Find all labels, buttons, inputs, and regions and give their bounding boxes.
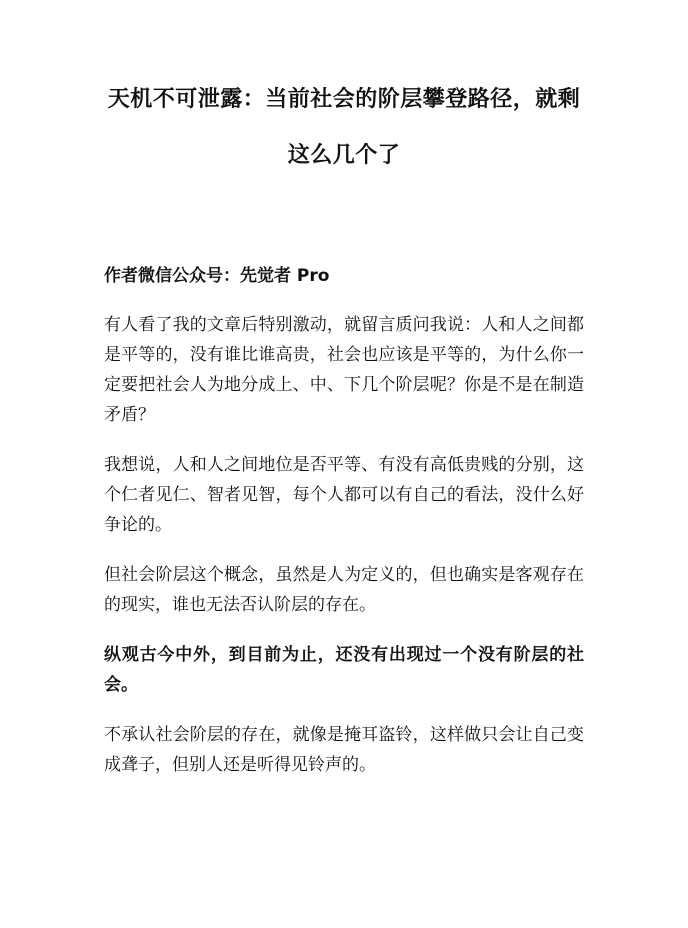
paragraph-2: 我想说，人和人之间地位是否平等、有没有高低贵贱的分别，这个仁者见仁、智者见智，每个人都可以有自己的看法，没什么好争论的。: [104, 455, 584, 535]
paragraph-5: 不承认社会阶层的存在，就像是掩耳盗铃，这样做只会让自己变成聋子，但别人还是听得见铃声的。: [104, 725, 584, 775]
paragraph-1: 有人看了我的文章后特别激动，就留言质问我说：人和人之间都是平等的，没有谁比谁高贵，社会也应该是平等的，为什么你一定要把社会人为地分成上、中、下几个阶层呢？你是不是在制造矛盾？: [104, 315, 584, 425]
article-body: [104, 310, 584, 780]
author-line: 作者微信公众号：先觉者 Pro: [104, 266, 330, 286]
paragraph-4-emphasis: 纵观古今中外，到目前为止，还没有出现过一个没有阶层的社会。: [104, 645, 584, 695]
paragraph-3: 但社会阶层这个概念，虽然是人为定义的，但也确实是客观存在的现实，谁也无法否认阶层的存在。: [104, 565, 584, 615]
article-title: 天机不可泄露：当前社会的阶层攀登路径，就剩这么几个了: [107, 87, 581, 168]
